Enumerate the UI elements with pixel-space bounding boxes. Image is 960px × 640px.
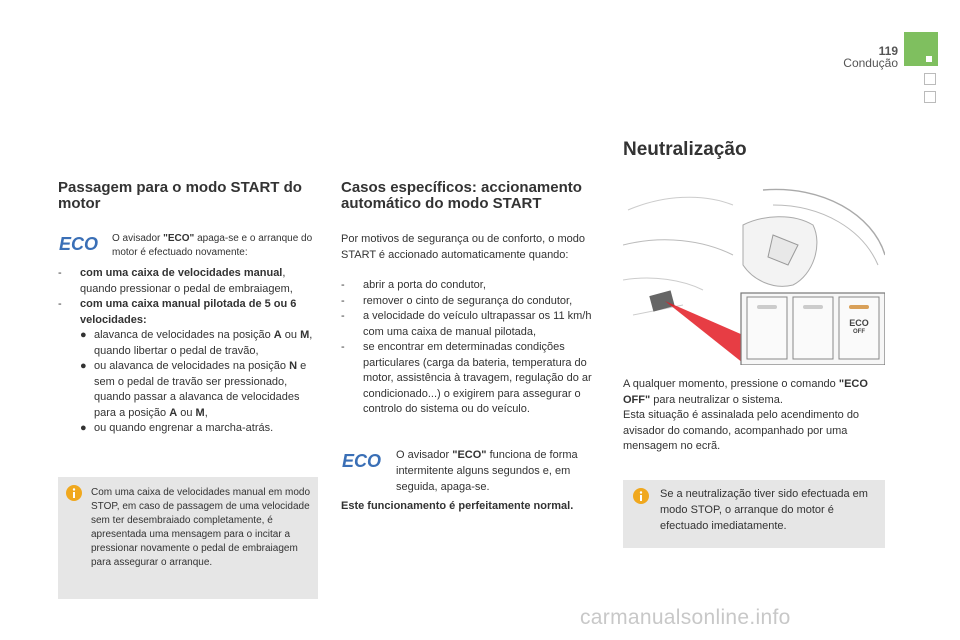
info-icon: [633, 488, 649, 504]
list-item: ● ou quando engrenar a marcha-atrás.: [80, 422, 274, 434]
eco-icon: [341, 450, 385, 472]
list-item: - remover o cinto de segurança do condutor,: [341, 294, 573, 307]
neutralize-signal: Esta situação é assinalada pelo acendimento do avisador do comando, acompanhado por uma mensagem no ecrã.: [623, 409, 860, 452]
list-item: - abrir a porta do condutor,: [341, 279, 486, 291]
section-title-neutralization: Neutralização: [623, 139, 747, 160]
svg-text:ECO: ECO: [59, 234, 99, 254]
svg-text:ECO: ECO: [342, 451, 382, 471]
neutralize-instruction: A qualquer momento, pressione o comando "ECO OFF" para neutralizar o sistema.: [623, 378, 868, 406]
eco-blink-note: O avisador "ECO" funciona de forma intermitente alguns segundos e, em seguida, apaga-se.: [396, 449, 578, 493]
chapter-tab-active: [904, 32, 938, 66]
eco-off-note: O avisador "ECO" apaga-se e o arranque do motor é efectuado novamente:: [112, 233, 313, 258]
info-box-manual: [58, 477, 318, 599]
eco-off-button-sublabel: OFF: [853, 329, 865, 335]
list-item: - com uma caixa manual pilotada de 5 ou 6 velocidades: ● alavanca de velocidades na posição A ou M, quando libertar o pedal de travão, ● ou alavanca de velocidades na posição N e sem o pedal de travão ser pressionado, quando passar a alavanca de velocidades para a posição A ou M, ● ou quando engrenar a marcha-atrás.: [58, 297, 320, 437]
list-item: ● alavanca de velocidades na posição A ou M, quando libertar o pedal de travão,: [80, 329, 313, 357]
section-title-specific: Casos específicos: accionamento automático do modo START: [341, 179, 582, 212]
start-conditions: [58, 266, 320, 437]
chapter-tab: [924, 91, 936, 103]
list-item: - se encontrar em determinadas condições particulares (carga da bateria, temperatura do motor, assistência à travagem, regulação do ar condicionado...) o exigirem para assegurar o controlo do sistema ou do veículo.: [341, 341, 592, 415]
info-box-neutralization: [623, 480, 885, 548]
list-item: - a velocidade do veículo ultrapassar os 11 km/h com uma caixa de manual pilotada,: [341, 310, 592, 338]
page-number: 119: [878, 44, 898, 58]
list-item: - com uma caixa de velocidades manual, quando pressionar o pedal de embraiagem,: [58, 267, 293, 295]
dashboard-illustration: [623, 185, 885, 365]
section-name: Condução: [843, 56, 898, 70]
watermark: carmanualsonline.info: [580, 606, 791, 629]
specific-list: [341, 278, 603, 418]
info-text: Se a neutralização tiver sido efectuada em modo STOP, o arranque do motor é efectuado imediatamente.: [660, 488, 868, 532]
section-title-start: Passagem para o modo START do motor: [58, 179, 302, 212]
eco-off-button-label: ECO: [849, 318, 869, 328]
normal-note: Este funcionamento é perfeitamente normal.: [341, 500, 574, 512]
specific-intro: Por motivos de segurança ou de conforto, o modo START é accionado automaticamente quando:: [341, 233, 585, 261]
info-text: Com uma caixa de velocidades manual em modo STOP, em caso de passagem de uma velocidade sem ter desembraiado completamente, é apresentada uma mensagem para o incitar a pressionar novamente o pedal de embraiagem para assegurar o arranque.: [91, 487, 310, 568]
eco-icon: [58, 233, 102, 255]
info-icon: [66, 485, 82, 501]
chapter-tab: [924, 73, 936, 85]
list-item: ● ou alavanca de velocidades na posição N e sem o pedal de travão ser pressionado, quando passar a alavanca de velocidades para a posição A ou M,: [80, 360, 307, 419]
